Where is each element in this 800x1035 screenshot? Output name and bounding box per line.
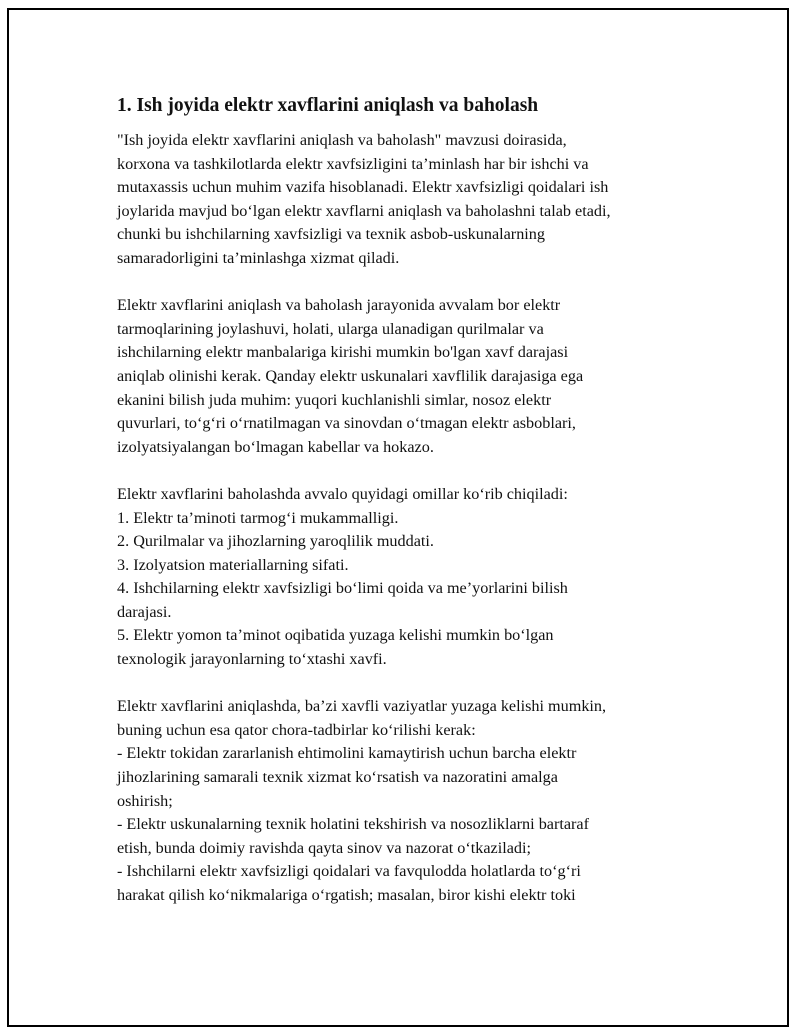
text-line: buning uchun esa qator chora-tadbirlar ko‘rilishi kerak: <box>117 720 476 739</box>
document-heading: 1. Ish joyida elektr xavflarini aniqlash va baholash <box>117 95 539 116</box>
paragraph-2 <box>117 294 707 459</box>
text-line: texnologik jarayonlarning to‘xtashi xavfi. <box>117 650 387 669</box>
paragraph-1 <box>117 129 707 271</box>
text-line: etish, bunda doimiy ravishda qayta sinov va nazorat o‘tkaziladi; <box>117 838 532 857</box>
text-line: quvurlari, to‘g‘ri o‘rnatilmagan va sinovdan o‘tmagan elektr asboblari, <box>117 414 576 433</box>
list-item: 4. Ishchilarning elektr xavfsizligi bo‘limi qoida va me’yorlarini bilish <box>117 579 568 598</box>
text-line: Elektr xavflarini baholashda avvalo quyidagi omillar ko‘rib chiqiladi: <box>117 484 568 503</box>
text-line: samaradorligini ta’minlashga xizmat qiladi. <box>117 248 400 267</box>
list-item: - Elektr uskunalarning texnik holatini tekshirish va nosozliklarni bartaraf <box>117 815 590 834</box>
document-body <box>117 93 707 931</box>
list-item: 5. Elektr yomon ta’minot oqibatida yuzaga kelishi mumkin bo‘lgan <box>117 626 554 645</box>
paragraph-4 <box>117 695 707 907</box>
text-line: darajasi. <box>117 602 172 621</box>
text-line: jihozlarining samarali texnik xizmat ko‘rsatish va nazoratini amalga <box>117 768 558 787</box>
text-line: mutaxassis uchun muhim vazifa hisoblanadi. Elektr xavfsizligi qoidalari ish <box>117 178 609 197</box>
text-line: oshirish; <box>117 791 173 810</box>
text-line: Elektr xavflarini aniqlash va baholash jarayonida avvalam bor elektr <box>117 296 561 315</box>
list-item: 2. Qurilmalar va jihozlarning yaroqlilik muddati. <box>117 532 434 551</box>
text-line: harakat qilish ko‘nikmalariga o‘rgatish; masalan, biror kishi elektr toki <box>117 886 576 904</box>
list-item: 3. Izolyatsion materiallarning sifati. <box>117 555 349 574</box>
text-line: ishchilarning elektr manbalariga kirishi mumkin bo'lgan xavf darajasi <box>117 343 569 362</box>
text-line: izolyatsiyalangan bo‘lmagan kabellar va hokazo. <box>117 437 434 456</box>
text-line: korxona va tashkilotlarda elektr xavfsizligini ta’minlash har bir ishchi va <box>117 154 589 173</box>
text-line: Elektr xavflarini aniqlashda, ba’zi xavfli vaziyatlar yuzaga kelishi mumkin, <box>117 697 607 716</box>
paragraph-3 <box>117 483 707 672</box>
text-line: ekanini bilish juda muhim: yuqori kuchlanishli simlar, nosoz elektr <box>117 390 552 409</box>
text-line: "Ish joyida elektr xavflarini aniqlash va baholash" mavzusi doirasida, <box>117 131 567 149</box>
list-item: 1. Elektr ta’minoti tarmog‘i mukammalligi. <box>117 508 399 527</box>
text-line: joylarida mavjud bo‘lgan elektr xavflarni aniqlash va baholashni talab etadi, <box>117 201 611 220</box>
list-item: - Elektr tokidan zararlanish ehtimolini kamaytirish uchun barcha elektr <box>117 744 577 763</box>
list-item: - Ishchilarni elektr xavfsizligi qoidalari va favqulodda holatlarda to‘g‘ri <box>117 862 581 881</box>
text-line: aniqlab olinishi kerak. Qanday elektr uskunalari xavflilik darajasiga ega <box>117 366 584 385</box>
text-line: tarmoqlarining joylashuvi, holati, ularga ulanadigan qurilmalar va <box>117 319 544 338</box>
text-line: chunki bu ishchilarning xavfsizligi va texnik asbob-uskunalarning <box>117 225 545 244</box>
